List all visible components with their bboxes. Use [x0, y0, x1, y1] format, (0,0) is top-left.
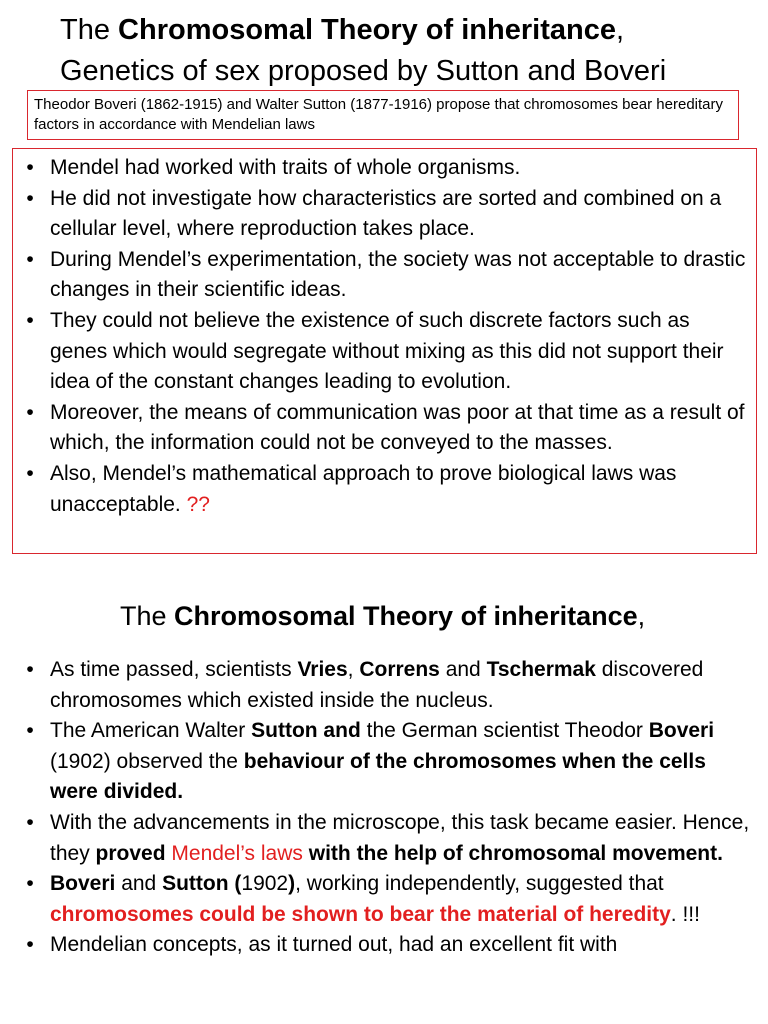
- slide1-title: [60, 10, 760, 92]
- bullet-dot: •: [26, 461, 34, 485]
- name-boveri: Boveri: [648, 719, 715, 743]
- bullet-dot: •: [26, 247, 34, 271]
- bullet-text: ,: [347, 658, 360, 681]
- bullet-dot: •: [26, 719, 34, 743]
- title-text: The: [120, 601, 175, 631]
- bullet-dot: •: [26, 933, 34, 957]
- bullet-text: They could not believe the existence of such discrete factors such as genes which would segregate without mixing as this did not support their idea of the constant changes leading to evolution.: [50, 308, 724, 394]
- bold-phrase: with the help of chromosomal movement.: [302, 841, 723, 865]
- bullet-dot: •: [26, 308, 34, 332]
- list-item: [12, 245, 752, 306]
- name-boveri: Boveri: [50, 872, 116, 896]
- bullet-dot: •: [26, 872, 34, 896]
- bullet-dot: •: [26, 810, 34, 834]
- bullet-text: Also, Mendel’s mathematical approach to prove biological laws was unacceptable.: [50, 461, 677, 516]
- name-tschermak: Tschermak: [486, 658, 596, 681]
- boveri-sutton-note-box: [27, 90, 739, 140]
- list-item: [12, 930, 752, 961]
- mendel-context-list: [12, 153, 752, 520]
- bullet-text: With the advancements in the microscope, this task became easier. Hence, they: [50, 810, 750, 865]
- bullet-text: Moreover, the means of communication was poor at that time as a result of which, the information could not be conveyed to the masses.: [50, 400, 745, 455]
- bullet-text: (1902) observed the: [50, 749, 244, 773]
- list-item: [12, 459, 752, 520]
- slide1-title-line1: [60, 10, 760, 51]
- bullet-dot: •: [26, 186, 34, 210]
- bullet-dot: •: [26, 658, 34, 681]
- bullet-text: 1902: [241, 872, 289, 896]
- bullet-text: and: [115, 872, 163, 896]
- bullet-dot: •: [26, 400, 34, 424]
- list-item: [12, 398, 752, 459]
- bullet-text: The American Walter: [50, 719, 252, 743]
- slide1-title-line2: Genetics of sex proposed by Sutton and Boveri: [60, 55, 667, 87]
- name-sutton: Sutton (: [162, 872, 242, 896]
- list-item: [12, 869, 752, 930]
- bullet-text: During Mendel’s experimentation, the society was not acceptable to drastic changes in their scientific ideas.: [50, 247, 746, 302]
- bullet-text: As time passed, scientists: [50, 658, 298, 681]
- title-comma: ,: [637, 601, 646, 631]
- list-item: [12, 153, 752, 184]
- bold-phrase: behaviour of the chromosomes when the cells were divided.: [50, 749, 706, 804]
- bullet-text: Mendelian concepts, as it turned out, had an excellent fit with: [50, 933, 618, 957]
- name-vries: Vries: [297, 658, 348, 681]
- note-text: Theodor Boveri (1862-1915) and Walter Sutton (1877-1916) propose that chromosomes bear hereditary factors in accordance with Mendelian laws: [34, 96, 723, 133]
- bullet-text: He did not investigate how characteristics are sorted and combined on a cellular level, where reproduction takes place.: [50, 186, 722, 241]
- title-comma: ,: [615, 14, 625, 46]
- bullet-text: the German scientist Theodor: [360, 719, 649, 743]
- list-item: [12, 306, 752, 398]
- name-correns: Correns: [359, 658, 440, 681]
- title-text: The: [60, 14, 119, 46]
- list-item: [12, 808, 752, 869]
- slide2-title: [120, 598, 760, 634]
- list-item: [12, 184, 752, 245]
- bullet-text: . !!!: [670, 902, 700, 926]
- list-item: [12, 655, 752, 716]
- chromosomal-theory-list: [12, 655, 752, 961]
- bold-proved: proved: [95, 841, 166, 865]
- mendels-laws-highlight: Mendel’s laws: [171, 841, 303, 865]
- bullet-text: and: [439, 658, 487, 681]
- bullet-text: discovered chromosomes which existed inside the nucleus.: [50, 658, 704, 712]
- bullet-dot: •: [26, 156, 34, 179]
- bold-paren: ): [288, 872, 296, 896]
- question-marks: ??: [186, 492, 210, 516]
- bullet-text: , working independently, suggested that: [295, 872, 664, 896]
- title-bold: Chromosomal Theory of inheritance: [118, 14, 616, 46]
- bullet-text: Mendel had worked with traits of whole organisms.: [50, 156, 521, 179]
- heredity-highlight: chromosomes could be shown to bear the material of heredity: [50, 902, 671, 926]
- name-sutton: Sutton and: [251, 719, 361, 743]
- title-bold: Chromosomal Theory of inheritance: [174, 601, 638, 631]
- list-item: [12, 716, 752, 808]
